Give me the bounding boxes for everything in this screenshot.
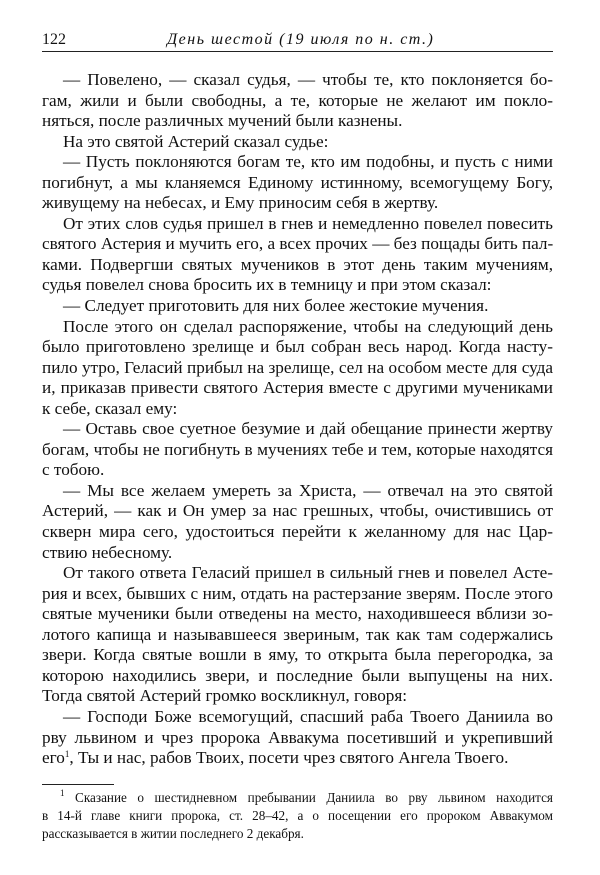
line-text: которою находились звери, и последние были выпущены на них. [42, 665, 553, 685]
running-header [42, 29, 553, 52]
text-line [42, 193, 553, 214]
text-line [42, 501, 553, 522]
line-text: После этого он сделал распоряжение, чтобы на следующий день [63, 316, 553, 336]
line-text: рия и всех, бывших с ним, отдать на растерзание зверям. После этого [42, 583, 553, 603]
line-text: к себе, сказал ему: [42, 398, 178, 418]
body-text [42, 70, 553, 769]
text-line [42, 419, 553, 440]
running-title: День шестой (19 июля по н. ст.) [167, 31, 435, 48]
text-line [42, 543, 553, 564]
line-text: Тогда святой Астерий громко воскликнул, говоря: [42, 686, 408, 706]
footnote-divider [42, 784, 114, 785]
footnote-marker: 1 [60, 788, 65, 798]
footnote-line [42, 789, 553, 807]
line-text: святого Астерия и мучить его, а всех прочих — без пощады бить пал- [42, 234, 554, 254]
text-line [42, 460, 553, 481]
text-line [42, 584, 553, 605]
text-line [42, 214, 553, 235]
line-text: Сказание о шестидневном пребывании Даниила во рву львином находится [64, 790, 553, 805]
line-text: рассказывается в житии последнего 2 декабря. [42, 826, 304, 841]
text-line [42, 152, 553, 173]
text-line [42, 728, 553, 749]
line-text: От такого ответа Геласий пришел в сильный гнев и повелел Асте- [63, 563, 553, 583]
page-number: 122 [42, 31, 66, 48]
line-text: с тобою. [42, 460, 105, 480]
line-text: погибнут, а мы кланяемся Единому истинному, всемогущему Богу, [42, 172, 553, 192]
text-line [42, 296, 553, 317]
text-line [42, 337, 553, 358]
line-text: ствию небесному. [42, 542, 173, 562]
line-text: На это святой Астерий сказал судье: [63, 131, 329, 151]
text-line [42, 234, 553, 255]
line-text: гам, жили и были свободны, а те, которые не желают им покло- [42, 90, 553, 110]
line-text: — Господи Боже всемогущий, спасший раба Твоего Даниила во [63, 706, 553, 726]
line-text: скверн мира сего, удостоиться перейти к желанному для нас Цар- [42, 522, 553, 542]
line-text: няться, после различных мучений были казнены. [42, 111, 403, 131]
line-text: его [42, 748, 65, 768]
line-text: судья повелел снова бросить их в темницу и при этом сказал: [42, 275, 492, 295]
line-text: богам, чтобы не погибнуть в мучениях тебе и тем, которые находятся [42, 439, 553, 459]
text-line [42, 358, 553, 379]
text-line [42, 91, 553, 112]
text-line [42, 70, 553, 91]
footnote-line [42, 807, 553, 825]
line-text: было приготовлено зрелище и был собран весь народ. Когда насту- [42, 337, 553, 357]
line-text: — Повелено, — сказал судья, — чтобы те, кто поклоняется бо- [63, 70, 553, 89]
footnote [42, 789, 553, 843]
text-line [42, 255, 553, 276]
text-line [42, 275, 553, 296]
text-line [42, 111, 553, 132]
text-line [42, 604, 553, 625]
line-text: От этих слов судья пришел в гнев и немедленно повелел повесить [63, 213, 553, 233]
text-line [42, 707, 553, 728]
text-line [42, 666, 553, 687]
footnote-reference: 1 [64, 749, 70, 760]
footnote-line [42, 825, 553, 843]
text-line [42, 132, 553, 153]
text-line [42, 378, 553, 399]
line-text: и, приказав привести святого Астерия вместе с другими мучениками [42, 378, 553, 398]
line-text: звери. Когда святые вошли в яму, то открыта была перегородка, за [42, 645, 553, 665]
line-text: пило утро, Геласий прибыл на зрелище, сел на особом месте для суда [42, 357, 553, 377]
line-text: — Пусть поклоняются богам те, кто им подобны, и пусть с ними [63, 152, 553, 172]
text-line [42, 173, 553, 194]
line-text: рву львином и чрез пророка Аввакума посетивший и укрепивший [42, 727, 553, 747]
text-line [42, 522, 553, 543]
line-text: — Мы все желаем умереть за Христа, — отвечал на это святой [63, 480, 553, 500]
line-text: — Оставь свое суетное безумие и дай обещание принести жертву [63, 419, 553, 439]
line-text: живущему на небесах, и Ему приносим себя в жертву. [42, 193, 439, 213]
line-text: в 14-й главе книги пророка, ст. 28–42, а о посещении его пророком Аввакумом [42, 808, 553, 823]
line-text: , Ты и нас, рабов Твоих, посети чрез святого Ангела Твоего. [69, 748, 509, 768]
text-line [42, 440, 553, 461]
line-text: лотого капища и называвшееся звериным, так как там содержались [42, 624, 553, 644]
text-line [42, 645, 553, 666]
text-line [42, 563, 553, 584]
line-text: ками. Подвергши святых мучеников в этот день таким мучениям, [42, 254, 553, 274]
line-text: Астерий, — как и Он умер за нас грешных, чтобы, очистившись от [42, 501, 553, 521]
text-line [42, 625, 553, 646]
text-line [42, 399, 553, 420]
text-line [42, 317, 553, 338]
text-line [42, 748, 553, 769]
text-line [42, 481, 553, 502]
line-text: святые мученики были отведены на место, находившееся вблизи зо- [42, 604, 553, 624]
text-line [42, 686, 553, 707]
line-text: — Следует приготовить для них более жестокие мучения. [63, 296, 489, 316]
